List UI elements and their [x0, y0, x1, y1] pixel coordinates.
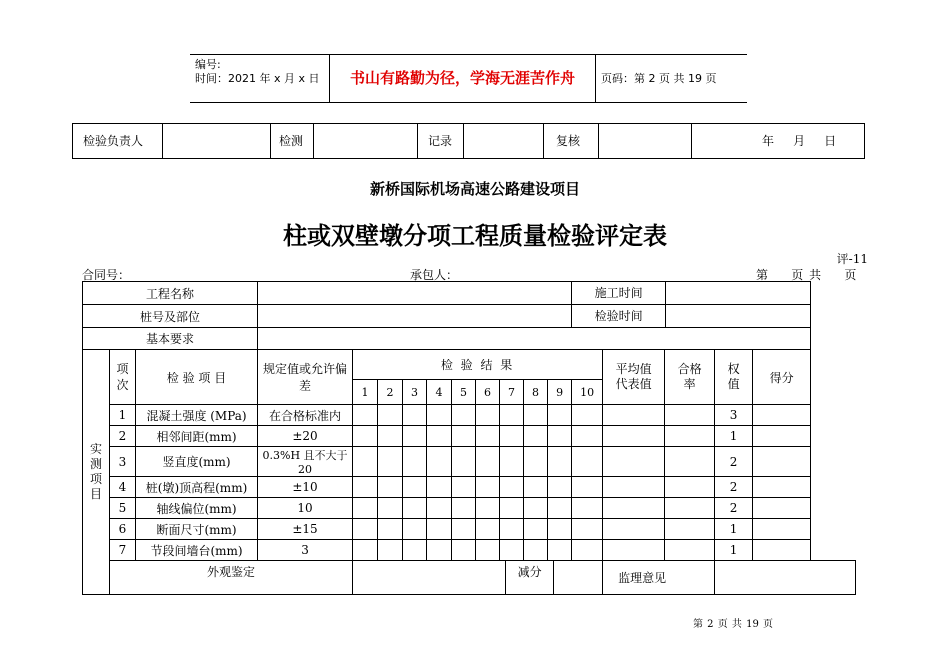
inspection-table	[82, 281, 856, 595]
project-name: 新桥国际机场高速公路建设项目	[369, 180, 580, 198]
item-name: 断面尺寸(mm)	[136, 519, 258, 540]
result-col: 6	[476, 380, 500, 405]
table-row	[83, 561, 856, 595]
record-label: 记录	[418, 124, 464, 158]
table-row	[83, 305, 856, 328]
item-no: 5	[110, 498, 136, 519]
table-header-row	[83, 350, 856, 380]
result-col: 4	[427, 380, 452, 405]
item-spec: ±15	[258, 519, 353, 540]
test-field	[314, 124, 418, 158]
appearance-field	[353, 561, 506, 594]
item-weight: 1	[715, 540, 753, 561]
result-col: 1	[353, 380, 378, 405]
inspector-label: 检验负责人	[73, 124, 163, 158]
contractor-label: 承包人：	[410, 268, 459, 282]
number-label: 编号:	[195, 58, 221, 71]
record-field	[464, 124, 544, 158]
item-name: 轴线偏位(mm)	[136, 498, 258, 519]
table-row	[83, 519, 856, 540]
col-item-no: 项次	[110, 350, 136, 405]
page-title: 柱或双壁墩分项工程质量检验评定表	[283, 221, 667, 250]
col-score: 得分	[753, 350, 811, 405]
col-item: 检 验 项 目	[136, 350, 258, 405]
result-col: 3	[403, 380, 427, 405]
table-row	[83, 282, 856, 305]
date-field: 年 月 日	[762, 134, 837, 148]
result-col: 8	[524, 380, 548, 405]
item-spec: 0.3%H 且不大于 20	[258, 447, 353, 477]
item-weight: 2	[715, 477, 753, 498]
station-field	[258, 305, 572, 328]
table-row	[83, 328, 856, 350]
item-spec: 3	[258, 540, 353, 561]
document-header	[190, 54, 747, 103]
item-no: 2	[110, 426, 136, 447]
table-row	[83, 405, 856, 426]
item-name: 相邻间距(mm)	[136, 426, 258, 447]
page-footer: 第 2 页 共 19 页	[693, 619, 773, 630]
review-label: 复核	[544, 124, 599, 158]
item-name: 竖直度(mm)	[136, 447, 258, 477]
project-name-field	[258, 282, 572, 305]
item-weight: 3	[715, 405, 753, 426]
inspector-field	[163, 124, 271, 158]
deduction-label: 减分	[506, 561, 554, 594]
item-no: 6	[110, 519, 136, 540]
result-col: 9	[548, 380, 572, 405]
appearance-label: 外观鉴定	[110, 561, 353, 595]
table-row	[83, 498, 856, 519]
item-no: 3	[110, 447, 136, 477]
result-col: 5	[452, 380, 476, 405]
supervisor-label: 监理意见	[618, 570, 667, 585]
table-row	[83, 447, 856, 477]
item-weight: 2	[715, 447, 753, 477]
supervisor-field	[715, 561, 856, 595]
item-weight: 2	[715, 498, 753, 519]
item-name: 混凝土强度 (MPa)	[136, 405, 258, 426]
item-no: 4	[110, 477, 136, 498]
col-pass-rate: 合格率	[665, 350, 715, 405]
item-name: 节段间墙台(mm)	[136, 540, 258, 561]
item-no: 7	[110, 540, 136, 561]
item-name: 桩(墩)顶高程(mm)	[136, 477, 258, 498]
col-average: 平均值代表值	[603, 350, 665, 405]
construction-time-field	[666, 282, 810, 304]
result-col: 10	[572, 380, 603, 405]
item-weight: 1	[715, 519, 753, 540]
time-label: 时间：2021 年 x 月 x 日	[195, 72, 320, 85]
construction-time-label: 施工时间	[572, 282, 666, 304]
col-results: 检 验 结 果	[353, 350, 603, 380]
item-weight: 1	[715, 426, 753, 447]
result-col: 7	[500, 380, 524, 405]
page-info: 第 页 共 页	[756, 268, 857, 282]
inspection-time-label: 检验时间	[572, 305, 666, 327]
supervisor-label-cell	[603, 561, 715, 595]
form-number: 评-11	[836, 252, 868, 266]
deduction-field	[554, 561, 602, 594]
inspection-time-cell	[572, 305, 811, 328]
contract-label: 合同号：	[82, 268, 131, 282]
station-label: 桩号及部位	[83, 305, 258, 328]
basic-requirements-field	[258, 328, 811, 350]
item-spec: ±20	[258, 426, 353, 447]
table-row	[83, 426, 856, 447]
appearance-cell	[353, 561, 603, 595]
table-row	[83, 540, 856, 561]
measured-items-label: 实测项目	[83, 350, 110, 595]
col-weight: 权值	[715, 350, 753, 405]
col-spec: 规定值或允许偏差	[258, 350, 353, 405]
basic-requirements-label: 基本要求	[83, 328, 258, 350]
item-spec: 10	[258, 498, 353, 519]
inspection-time-field	[666, 305, 810, 327]
item-spec: ±10	[258, 477, 353, 498]
header-meta	[190, 55, 330, 102]
page-code: 页码：第 2 页 共 19 页	[601, 72, 717, 85]
item-spec: 在合格标准内	[258, 405, 353, 426]
construction-time-cell	[572, 282, 811, 305]
motto: 书山有路勤为径，学海无涯苦作舟	[330, 55, 596, 102]
review-field	[599, 124, 692, 158]
project-name-label: 工程名称	[83, 282, 258, 305]
test-label: 检测	[271, 124, 314, 158]
table-row	[83, 477, 856, 498]
signoff-row	[72, 123, 865, 159]
result-col: 2	[378, 380, 403, 405]
item-no: 1	[110, 405, 136, 426]
